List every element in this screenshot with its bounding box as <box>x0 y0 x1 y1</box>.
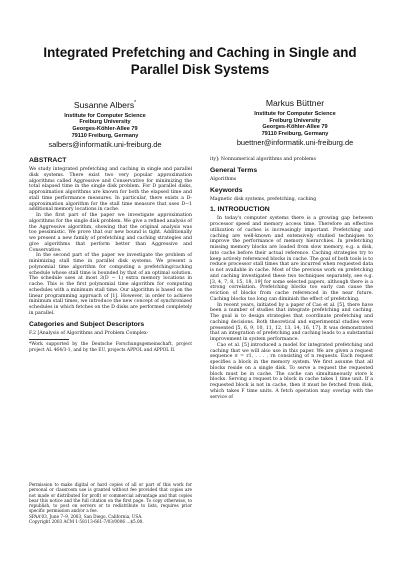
copyright-line: Copyright 2003 ACM 1-58113-661-7/03/0006 ...$5.00. <box>29 519 144 525</box>
author-name: Markus Büttner <box>265 98 325 108</box>
permission-block <box>29 482 192 524</box>
abstract-paragraph: We study integrated prefetching and caching in single and parallel disk systems. There exist two very popular approximation algorithms called Aggressive and Conservative for minimizing the total elapsed time in the single disk problem. For D parallel disks, approximation algorithms are known for both the elapsed time and stall time performance measures. In particular, there exists a D-approximation algorithm for the stall time measure that uses D−1 additional memory locations in cache. <box>29 167 192 213</box>
categories-text: F.2 [Analysis of Algorithms and Problem Complex- <box>29 330 149 336</box>
general-terms-text: Algorithms <box>210 176 237 182</box>
left-column <box>29 157 192 353</box>
general-terms-heading: General Terms <box>210 166 258 174</box>
author-block-2 <box>220 98 370 147</box>
footnote-rule <box>29 339 69 340</box>
categories-heading: Categories and Subject Descriptors <box>29 320 145 328</box>
abstract-paragraph: In the second part of the paper we investigate the problem of minimizing stall time in parallel disk systems. We present a polynomial time algorithm for computing a prefetching/caching schedule whose stall time is bounded by that of an optimal solution. The schedule uses at most 3(D − 1) extra memory locations in cache. This is the first polynomial time algorithm for computing schedules with a minimum stall time. Our algorithm is based on the linear programming approach of [1]. However, in order to achieve minimum stall times, we introduce the new concept of synchronized schedules in which fetches on the D disks are performed completely in parallel. <box>29 253 192 316</box>
paper-title: Integrated Prefetching and Caching in Single and Parallel Disk Systems <box>43 45 357 77</box>
affiliation-line: 79110 Freiburg, Germany <box>261 130 329 137</box>
author-block-1 <box>30 98 180 149</box>
affiliation-line: Institute for Computer Science <box>254 111 336 117</box>
abstract-heading: ABSTRACT <box>29 157 67 164</box>
venue-line: SPAA'03, June 7–9, 2003, San Diego, California, USA. <box>29 513 143 519</box>
abstract-paragraph: In the first part of the paper we investigate approximation algorithms for the single disk problem. We give a refined analysis of the Aggressive algorithm, showing that the original analysis was too pessimistic. We prove that our new bound is tight. Additionally we present a new family of prefetching and caching strategies and give algorithms that perform better than Aggressive and Conservative. <box>29 213 192 253</box>
right-column <box>210 157 373 400</box>
affiliation-line: Georges-Köhler-Allee 79 <box>72 126 138 133</box>
affiliation-line: Georges-Köhler-Allee 79 <box>262 124 328 131</box>
author-email[interactable]: salbers@informatik.uni-freiburg.de <box>48 140 162 150</box>
keywords-heading: Keywords <box>210 186 243 194</box>
author-email[interactable]: buettner@informatik.uni-freiburg.de <box>236 138 354 148</box>
intro-paragraph: In recent years, initiated by a paper of Cao et al. [5], there have been a number of studies that integrate prefetching and caching. The goal is to design strategies that coordinate prefetching and caching decisions. Both theoretical and experimental studies were presented [5, 6, 9, 10, 11, 12, 13, 14, 16, 17]. It was demonstrated that an integration of prefetching and caching leads to a substantial improvement in system performance. <box>210 302 373 342</box>
affiliation-line: Institute for Computer Science <box>64 112 146 119</box>
intro-paragraph: Cao et al. [5] introduced a model for integrated prefetching and caching that we will also use in this paper. We are given a request sequence σ = r1, . . . , rn consisting of n requests. Each request specifies a block in the memory system. We first assume that all blocks reside on a single disk. To serve a request the requested block must be in cache. The cache can simultaneously store k blocks. Serving a request to a block in cache takes 1 time unit. If a requested block is not in cache, then it must be fetched from disk, which takes F time units. A fetch operation may overlap with the service of <box>210 342 373 400</box>
affiliation-line: Freiburg University <box>79 119 131 126</box>
categories-text-cont: ity]: Nonnumerical algorithms and problems <box>210 157 316 162</box>
keywords-text: Magnetic disk systems, prefetching, caching <box>210 196 317 202</box>
affiliation-line: 79110 Freiburg, Germany <box>71 132 139 139</box>
permission-notice: Permission to make digital or hard copies of all or part of this work for personal or classroom use is granted without fee provided that copies are not made or distributed for profit or commercial advantage and that copies bear this notice and the full citation on the first page. To copy otherwise, to republish, to post on servers or to redistribute to lists, requires prior specific permission and/or a fee. <box>29 482 192 514</box>
footnote: *Work supported by the Deutsche Forschungsgemeinschaft, project project AL 464/3-1, and by the EU, projects APPOL and APPOL II. <box>29 342 192 353</box>
intro-paragraph: In today's computer systems there is a growing gap between processor speed and memory access time. Therefore an effective utilization of caches is increasingly important. Prefetching and caching are well-known and extensively studied techniques to improve the performance of memory hierarchies. In prefetching missing memory blocks are loaded from slow memory, e.g. a disk, into cache before their actual reference. Caching strategies try to keep actively referenced blocks in cache. The goal of both tools is to reduce processor stall times that are incurred when requested data is not available in cache. Most of the previous work on prefetching and caching investigated these two techniques separately, see e.g. [3, 4, 7, 8, 15, 18, 19] for some selected papers, although there is a strong correlation. Prefetching blocks too early can cause the eviction of blocks from cache referenced in the near future. Caching blocks too long can diminish the effect of prefetching. <box>210 216 374 302</box>
affiliation-line: Freiburg University <box>269 117 321 124</box>
author-name: Susanne Albers* <box>73 99 137 110</box>
introduction-heading: 1. INTRODUCTION <box>210 206 270 214</box>
